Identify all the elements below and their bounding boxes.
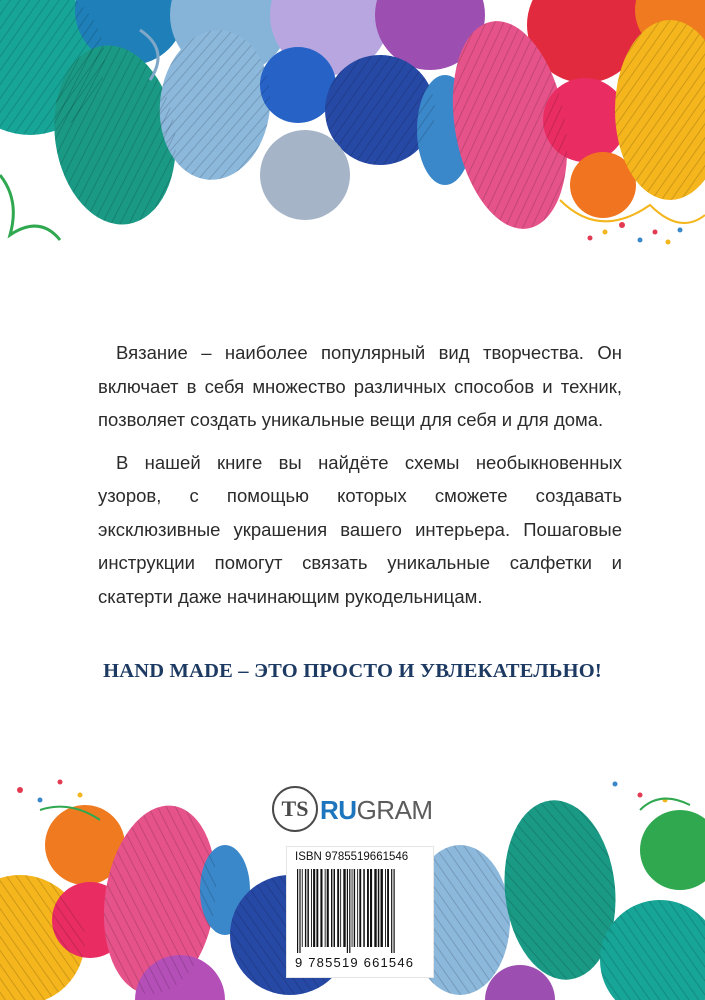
barcode-bar <box>327 869 329 947</box>
publisher-name-accent: RU <box>320 795 357 825</box>
barcode-bar <box>363 869 365 947</box>
barcode-bar <box>299 869 300 953</box>
barcode-bar <box>307 869 309 947</box>
barcode-bar <box>313 869 315 947</box>
barcode-bar <box>325 869 326 947</box>
description-text <box>98 336 622 622</box>
barcode-bar <box>331 869 332 947</box>
barcode-bar <box>334 869 336 947</box>
barcode-bar <box>297 869 298 953</box>
barcode-bar <box>394 869 395 953</box>
barcode-bar <box>374 869 376 947</box>
barcode-bar <box>387 869 389 947</box>
barcode-bar <box>391 869 392 953</box>
slogan-heading: HAND MADE – ЭТО ПРОСТО И УВЛЕКАТЕЛЬНО! <box>103 660 602 682</box>
isbn-label: ISBN 9785519661546 <box>295 851 409 863</box>
barcode-bar <box>370 869 372 947</box>
barcode-bar <box>349 869 350 953</box>
publisher-name-rest: GRAM <box>356 795 433 825</box>
barcode-bar <box>316 869 318 947</box>
barcode-digits: 9 785519 661546 <box>295 955 415 970</box>
barcode-bar <box>337 869 339 947</box>
barcode-bar <box>340 869 341 947</box>
isbn-barcode-box <box>286 846 434 978</box>
barcode-graphic <box>295 869 425 953</box>
barcode-bar <box>347 869 348 953</box>
description-paragraph-1: Вязание – наиболее популярный вид творчества. Он включает в себя множество различных способов и техник, позволяет создать уникальные вещи для себя и для дома. <box>98 342 622 430</box>
publisher-badge: TS <box>272 786 318 832</box>
barcode-bar <box>357 869 358 947</box>
barcode-bar <box>359 869 361 947</box>
barcode-bar <box>343 869 345 947</box>
barcode-bar <box>302 869 303 947</box>
barcode-bar <box>320 869 322 947</box>
description-paragraph-2: В нашей книге вы найдёте схемы необыкновенных узоров, с помощью которых сможете создавать эксклюзивные украшения вашего интерьера. Пошаговые инструкции помогут связать уникальные салфетки и скатерти даже начинающим рукодельницам. <box>98 451 622 607</box>
barcode-bar <box>381 869 383 947</box>
barcode-bar <box>378 869 380 947</box>
top-yarn-image <box>0 0 705 250</box>
publisher-logo <box>272 784 444 834</box>
barcode-bar <box>367 869 369 947</box>
barcode-bar <box>385 869 386 947</box>
barcode-bar <box>352 869 353 947</box>
publisher-name <box>320 796 433 824</box>
barcode-bar <box>354 869 355 947</box>
barcode-bar <box>305 869 306 947</box>
barcode-bar <box>311 869 312 947</box>
